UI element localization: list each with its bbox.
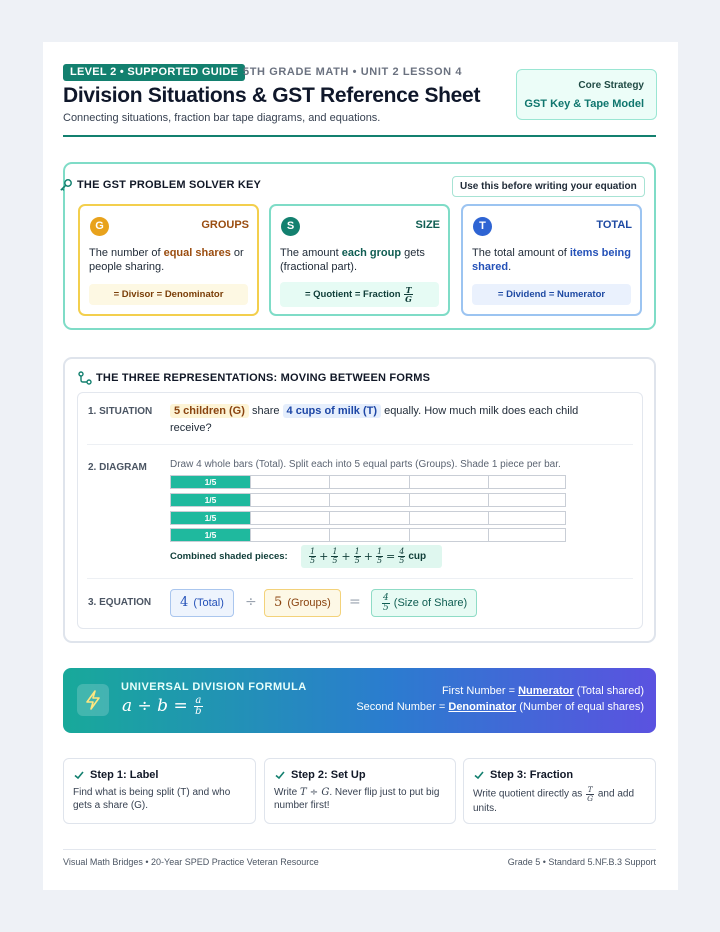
total-card-description: The total amount of items being shared. [472, 247, 631, 273]
page-subtitle: Connecting situations, fraction bar tape diagrams, and equations. [63, 112, 381, 124]
size-card-description: The amount each group gets (fractional part). [280, 247, 425, 273]
level-badge: LEVEL 2 • SUPPORTED GUIDE [63, 64, 245, 81]
step-2-title: Step 2: Set Up [291, 769, 366, 781]
size-card [269, 204, 450, 316]
lightning-icon [77, 684, 109, 716]
representations-heading: THE THREE REPRESENTATIONS: MOVING BETWEEN FORMS [96, 372, 431, 384]
groups-letter-badge: G [90, 217, 109, 236]
bar-partition [409, 494, 410, 506]
equation-groups-box: 5 (Groups) [264, 589, 341, 617]
total-highlight: 4 cups of milk (T) [283, 404, 381, 418]
tape-bar [170, 475, 566, 489]
tape-bar [170, 528, 566, 542]
size-letter-badge: S [281, 217, 300, 236]
header-divider [63, 135, 656, 137]
groups-card [78, 204, 259, 316]
step-2-card [264, 758, 456, 824]
check-icon [473, 769, 485, 781]
step-2-description: Write T ÷ G. Never flip just to put big number first! [274, 787, 440, 811]
formula-title: UNIVERSAL DIVISION FORMULA [121, 681, 307, 693]
bar-partition [250, 494, 251, 506]
key-icon [59, 178, 73, 192]
footer-right: Grade 5 • Standard 5.NF.B.3 Support [507, 857, 656, 867]
combined-pieces-sum: $\frac{1}{5}$ + $\frac{1}{5}$ + $\frac{1}{5}$ + $\frac{1}{5}$ = $\frac{4}{5}$ cup [310, 547, 427, 565]
equation-label: 3. EQUATION [88, 597, 152, 608]
formula-denominator-line: Second Number = Denominator (Number of equal shares) [356, 701, 644, 713]
step-3-card [463, 758, 656, 824]
step-1-title: Step 1: Label [90, 769, 159, 781]
core-strategy-box [516, 69, 657, 120]
bar-partition [409, 529, 410, 541]
groups-highlight: 5 children (G) [170, 404, 249, 418]
bar-partition [488, 494, 489, 506]
equation-share-box: $\frac{4}{5}$ (Size of Share) [371, 589, 477, 617]
groups-card-title: GROUPS [201, 219, 249, 231]
bar-partition [329, 494, 330, 506]
bar-partition [488, 529, 489, 541]
bar-partition [250, 476, 251, 488]
breadcrumb: 5TH GRADE MATH • UNIT 2 LESSON 4 [243, 66, 463, 78]
diagram-label: 2. DIAGRAM [88, 462, 147, 473]
groups-card-pill: = Divisor = Denominator [89, 284, 248, 305]
check-icon [274, 769, 286, 781]
reference-sheet-page [43, 42, 678, 890]
situation-text: 5 children (G) share 4 cups of milk (T) equally. How much milk does each child receive? [170, 405, 579, 434]
bar-partition [250, 512, 251, 524]
formula-expression: a ÷ b = $\frac{a}{b}$ [122, 695, 202, 717]
total-letter-badge: T [473, 217, 492, 236]
shaded-piece: 1/5 [171, 494, 250, 506]
combined-pieces-label: Combined shaded pieces: [170, 551, 288, 562]
shaded-piece: 1/5 [171, 512, 250, 524]
step-3-description: Write quotient directly as $\frac{T}{G}$ and add units. [473, 785, 635, 814]
tape-bar [170, 493, 566, 507]
bar-partition [409, 476, 410, 488]
bar-partition [329, 529, 330, 541]
step-3-title: Step 3: Fraction [490, 769, 574, 781]
situation-label: 1. SITUATION [88, 406, 153, 417]
groups-card-description: The number of equal shares or people sharing. [89, 247, 244, 273]
tape-bar [170, 511, 566, 525]
bar-partition [488, 512, 489, 524]
check-icon [73, 769, 85, 781]
bar-partition [250, 529, 251, 541]
formula-numerator-line: First Number = Numerator (Total shared) [441, 685, 644, 697]
page-title: Division Situations & GST Reference Sheet [63, 84, 481, 107]
bar-partition [488, 476, 489, 488]
total-card [461, 204, 642, 316]
footer-left: Visual Math Bridges • 20-Year SPED Practice Veteran Resource [63, 857, 319, 867]
total-card-title: TOTAL [596, 219, 632, 231]
formula-icon-box [77, 684, 109, 716]
core-strategy-label: Core Strategy [578, 80, 644, 91]
divide-sign: ÷ [245, 594, 257, 610]
size-card-pill: = Quotient = Fraction $\frac{T}{G}$ [280, 282, 439, 307]
equals-sign: = [349, 594, 361, 610]
core-strategy-value: GST Key & Tape Model [524, 98, 644, 110]
total-card-pill: = Dividend = Numerator [472, 284, 631, 305]
equation-total-box: 4 (Total) [170, 589, 234, 617]
gst-key-note: Use this before writing your equation [452, 176, 645, 197]
gst-key-heading: THE GST PROBLEM SOLVER KEY [77, 179, 262, 191]
step-1-card [63, 758, 256, 824]
row-divider [87, 578, 633, 579]
flow-icon [78, 371, 92, 385]
step-1-description: Find what is being split (T) and who gets a share (G). [73, 787, 231, 811]
footer-divider [63, 849, 656, 850]
row-divider [87, 444, 633, 445]
bar-partition [329, 476, 330, 488]
bar-partition [329, 512, 330, 524]
bar-partition [409, 512, 410, 524]
shaded-piece: 1/5 [171, 476, 250, 488]
shaded-piece: 1/5 [171, 529, 250, 541]
size-card-title: SIZE [415, 219, 440, 231]
diagram-caption: Draw 4 whole bars (Total). Split each into 5 equal parts (Groups). Shade 1 piece per bar. [170, 459, 561, 470]
